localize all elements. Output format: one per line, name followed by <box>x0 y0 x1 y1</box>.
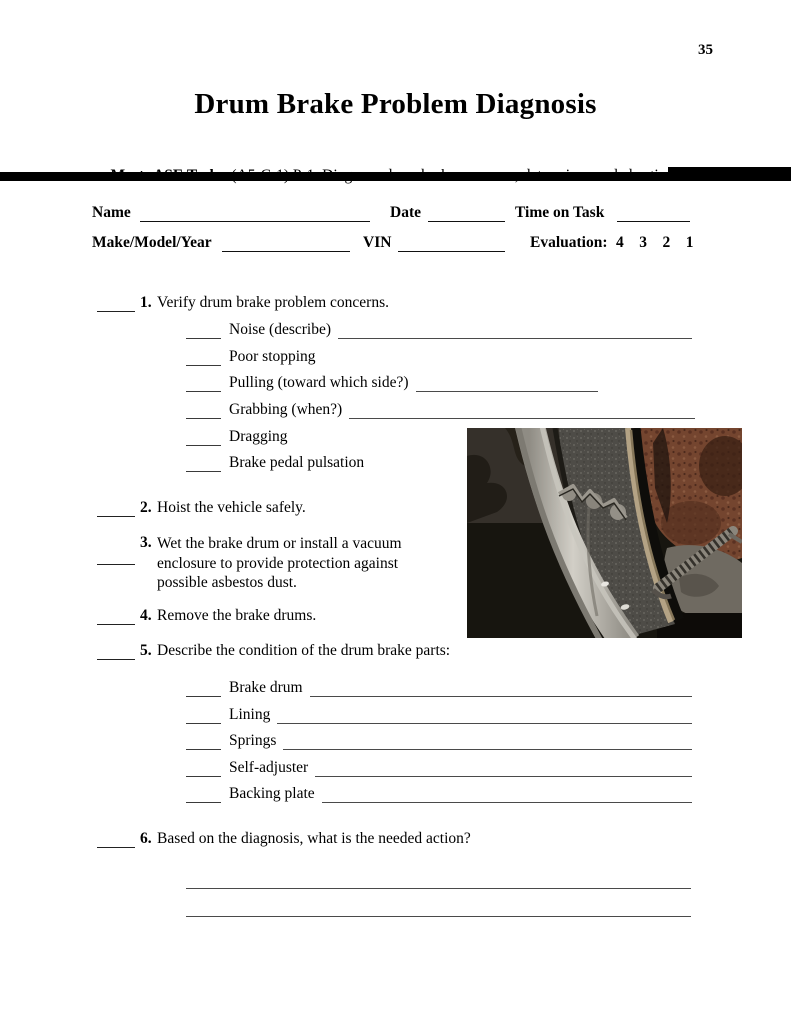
task-1-sub-noise <box>186 321 692 339</box>
backing-plate-check-blank <box>186 787 221 803</box>
task-5-grade-blank <box>97 643 135 660</box>
task-5-sub-springs <box>186 732 692 750</box>
dragging-label: Dragging <box>229 428 288 445</box>
task-1-number: 1. <box>140 294 152 311</box>
task-6-text: Based on the diagnosis, what is the needed action? <box>157 830 471 847</box>
pulling-label: Pulling (toward which side?) <box>229 374 409 391</box>
name-blank <box>140 204 370 222</box>
self-adjuster-check-blank <box>186 761 221 777</box>
task-item-4 <box>97 607 316 625</box>
time-on-task-label: Time on Task <box>515 204 605 221</box>
task-1-sub-dragging <box>186 428 295 446</box>
header-divider-bar <box>0 172 791 181</box>
task-item-1 <box>97 294 389 312</box>
task-5-text: Describe the condition of the drum brake parts: <box>157 642 451 659</box>
task-1-sub-poor-stopping <box>186 348 323 366</box>
task-5-sub-brake-drum <box>186 679 692 697</box>
dragging-check-blank <box>186 430 221 446</box>
evaluation-label: Evaluation: <box>530 234 608 251</box>
needed-action-line-1 <box>186 888 691 889</box>
pedal-pulsation-check-blank <box>186 456 221 472</box>
date-blank <box>428 204 505 222</box>
task-item-6 <box>97 830 471 848</box>
grabbing-writein-line <box>349 403 695 419</box>
task-4-text: Remove the brake drums. <box>157 607 317 624</box>
lining-check-blank <box>186 708 221 724</box>
pulling-check-blank <box>186 376 221 392</box>
brake-drum-check-blank <box>186 681 221 697</box>
task-1-sub-pedal-pulsation <box>186 454 371 472</box>
self-adjuster-label: Self-adjuster <box>229 759 309 776</box>
task-6-number: 6. <box>140 830 152 847</box>
page-title: Drum Brake Problem Diagnosis <box>194 88 597 120</box>
noise-label: Noise (describe) <box>229 321 331 338</box>
pedal-pulsation-label: Brake pedal pulsation <box>229 454 365 471</box>
drum-brake-photo-svg <box>467 428 742 638</box>
task-1-grade-blank <box>97 295 135 312</box>
noise-writein-line <box>338 323 692 339</box>
task-5-sub-self-adjuster <box>186 759 692 777</box>
self-adjuster-writein-line <box>315 761 692 777</box>
task-1-sub-pulling <box>186 374 598 392</box>
task-4-number: 4. <box>140 607 152 624</box>
lining-writein-line <box>277 708 692 724</box>
vin-label: VIN <box>363 234 392 251</box>
poor-stopping-check-blank <box>186 350 221 366</box>
task-5-sub-backing-plate <box>186 785 692 803</box>
task-2-text: Hoist the vehicle safely. <box>157 499 306 516</box>
springs-label: Springs <box>229 732 277 749</box>
task-2-number: 2. <box>140 499 152 516</box>
make-model-year-label: Make/Model/Year <box>92 234 212 251</box>
pulling-writein-line <box>416 376 598 392</box>
task-5-number: 5. <box>140 642 152 659</box>
evaluation-scores: 4 3 2 1 <box>616 234 694 251</box>
task-1-sub-grabbing <box>186 401 695 419</box>
time-on-task-blank <box>617 204 690 222</box>
vin-blank <box>398 234 505 252</box>
task-6-grade-blank <box>97 831 135 848</box>
name-label: Name <box>92 204 131 221</box>
page-number: 35 <box>698 42 713 58</box>
task-3-text: Wet the brake drum or install a vacuum enclosure to provide protection against possible asbestos dust. <box>157 535 402 591</box>
needed-action-line-2 <box>186 916 691 917</box>
task-item-5 <box>97 642 450 660</box>
task-3-number: 3. <box>140 534 152 551</box>
task-1-text: Verify drum brake problem concerns. <box>157 294 389 311</box>
task-3-grade-blank <box>97 548 135 565</box>
task-4-grade-blank <box>97 608 135 625</box>
noise-check-blank <box>186 323 221 339</box>
brake-drum-label: Brake drum <box>229 679 303 696</box>
task-item-2 <box>97 499 306 517</box>
lining-label: Lining <box>229 706 271 723</box>
make-model-year-blank <box>222 234 350 252</box>
poor-stopping-label: Poor stopping <box>229 348 316 365</box>
backing-plate-label: Backing plate <box>229 785 315 802</box>
task-5-sub-lining <box>186 706 692 724</box>
grabbing-label: Grabbing (when?) <box>229 401 343 418</box>
springs-check-blank <box>186 734 221 750</box>
task-item-3 <box>97 534 452 593</box>
drum-brake-photo <box>467 428 742 638</box>
brake-drum-writein-line <box>310 681 692 697</box>
backing-plate-writein-line <box>322 787 692 803</box>
grabbing-check-blank <box>186 403 221 419</box>
springs-writein-line <box>283 734 692 750</box>
date-label: Date <box>390 204 421 221</box>
task-2-grade-blank <box>97 500 135 517</box>
